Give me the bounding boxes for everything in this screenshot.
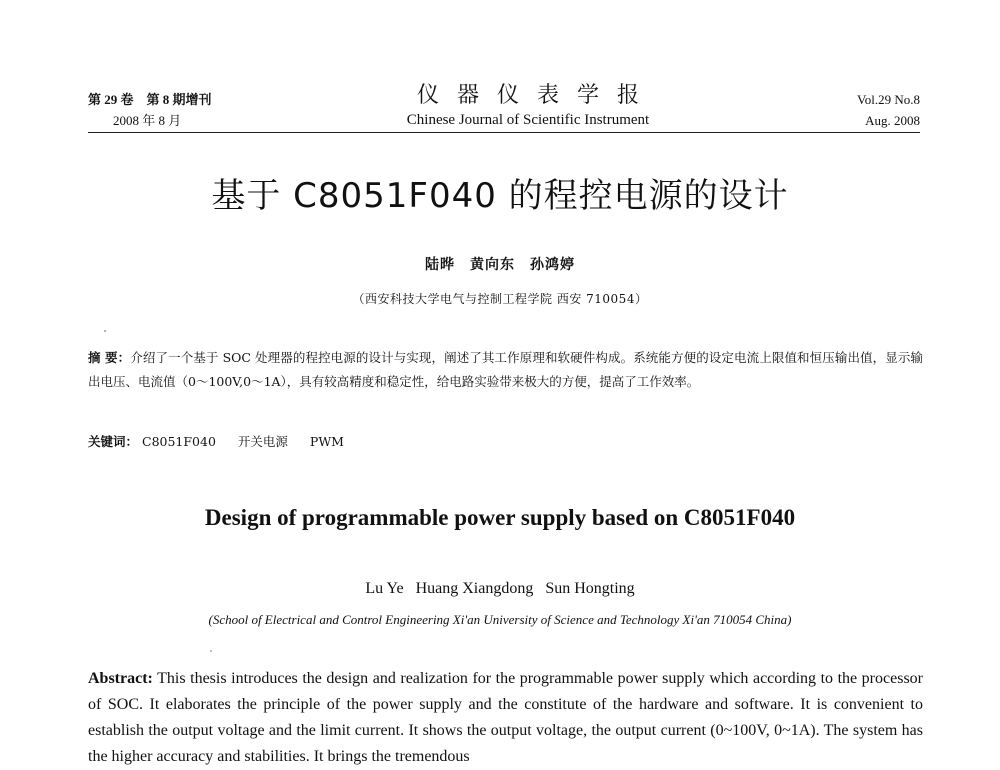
journal-header [88, 82, 920, 132]
abstract-label-cn: 摘 要： [88, 350, 131, 365]
author: Sun Hongting [545, 580, 635, 597]
volume-en: Vol.29 No.8 [857, 92, 920, 107]
date-en: Aug. 2008 [865, 113, 920, 128]
header-right [857, 89, 920, 131]
affiliation-cn: （西安科技大学电气与控制工程学院 西安 710054） [352, 292, 648, 306]
abstract-label-en: Abstract: [88, 670, 153, 687]
paper-title-en: Design of programmable power supply based on C8051F040 [204, 505, 796, 530]
authors-en [0, 580, 1000, 598]
paper-title-cn: 基于 C8051F040 的程控电源的设计 [211, 176, 789, 216]
abstract-cn [88, 346, 923, 394]
scan-speck [104, 330, 106, 332]
authors-cn: 陆晔 黄向东 孙鸿婷 [425, 257, 575, 273]
affiliation-en: (School of Electrical and Control Engineering Xi'an University of Science and Technology Xi'an 710054 China) [208, 612, 792, 627]
abstract-en [88, 666, 923, 770]
journal-title-cn: 仪器仪表学报 [416, 83, 657, 108]
keyword: C8051F040 [142, 434, 216, 449]
keywords-label-cn: 关键词： [88, 434, 139, 449]
abstract-text-en: This thesis introduces the design and realization for the programmable power supply which according to the processor of SOC. It elaborates the principle of the power supply and the constitute of the hardware and software. It is convenient to establish the output voltage and the limit current. It shows the output voltage, the output current (0~100V, 0~1A). The system has the higher accuracy and stabilities. It brings the tremendous [88, 670, 923, 765]
header-rule [88, 132, 920, 133]
date-cn: 2008 年 8 月 [113, 113, 182, 128]
volume-issue-cn: 第 29 卷 第 8 期增刊 [88, 92, 212, 107]
abstract-text-cn: 介绍了一个基于 SOC 处理器的程控电源的设计与实现，阐述了其工作原理和软硬件构成。系统能方便的设定电流上限值和恒压输出值，显示输出电压、电流值（0～100V,0～1A），具有较高精度和稳定性，给电路实验带来极大的方便，提高了工作效率。 [88, 350, 923, 389]
author: Huang Xiangdong [415, 580, 534, 597]
header-left [88, 89, 212, 131]
keyword: 开关电源 [237, 434, 288, 449]
header-center [338, 82, 718, 130]
journal-title-en: Chinese Journal of Scientific Instrument [406, 112, 650, 128]
scan-speck [210, 650, 212, 652]
author: Lu Ye [365, 580, 404, 597]
keyword: PWM [309, 434, 344, 449]
keywords-cn [88, 432, 362, 450]
